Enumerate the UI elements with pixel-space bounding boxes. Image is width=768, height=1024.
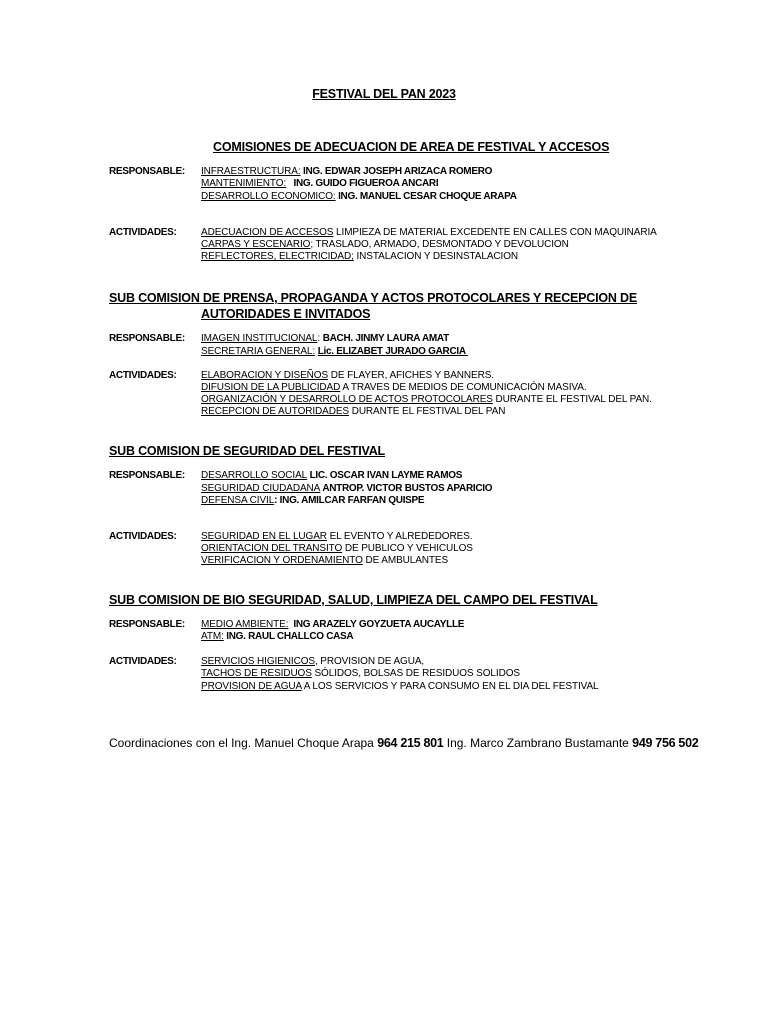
activity-item: ORIENTACION DEL TRANSITO xyxy=(201,543,343,554)
activity-item: RECEPCION DE AUTORIDADES xyxy=(201,406,350,417)
responsable-label: RESPONSABLE: xyxy=(109,470,185,481)
activity-item: CARPAS Y ESCENARIO xyxy=(201,239,311,250)
actividades-label: ACTIVIDADES: xyxy=(109,531,177,542)
actividad-line xyxy=(201,370,494,381)
actividad-line xyxy=(201,239,569,250)
phone-number: 949 756 502 xyxy=(632,736,699,750)
responsable-line xyxy=(201,166,492,177)
responsable-line xyxy=(201,631,353,642)
actividad-line xyxy=(201,668,520,679)
person-name: : ING. AMILCAR FARFAN QUISPE xyxy=(274,495,425,506)
person-name: ING ARAZELY GOYZUETA AUCAYLLE xyxy=(288,619,465,630)
actividad-line xyxy=(201,681,599,692)
responsable-line xyxy=(201,333,449,344)
person-name: ING. MANUEL CESAR CHOQUE ARAPA xyxy=(335,191,517,202)
activity-desc: EL EVENTO Y ALREDEDORES. xyxy=(326,531,473,542)
activity-item: ORGANIZACIÓN Y DESARROLLO DE ACTOS PROTOCOLARES xyxy=(201,394,493,405)
responsable-line xyxy=(201,346,468,357)
activity-item: REFLECTORES, ELECTRICIDAD; xyxy=(201,251,354,262)
activity-desc: ; TRASLADO, ARMADO, DESMONTADO Y DEVOLUCION xyxy=(310,239,569,250)
role: SEGURIDAD CIUDADANA xyxy=(201,483,321,494)
actividad-line xyxy=(201,394,652,405)
phone-number: 964 215 801 xyxy=(377,736,444,750)
role: DEFENSA CIVIL xyxy=(201,495,275,506)
activity-desc: SÓLIDOS, BOLSAS DE RESIDUOS SOLIDOS xyxy=(311,668,520,679)
role: MANTENIMIENTO: xyxy=(201,178,287,189)
actividades-label: ACTIVIDADES: xyxy=(109,656,177,667)
coordination-footer xyxy=(109,736,698,750)
activity-desc: , PROVISION DE AGUA, xyxy=(314,656,425,667)
actividad-line xyxy=(201,251,518,262)
activity-item: ADECUACION DE ACCESOS xyxy=(201,227,334,238)
activity-desc: A LOS SERVICIOS Y PARA CONSUMO EN EL DIA DEL FESTIVAL xyxy=(301,681,599,692)
responsable-label: RESPONSABLE: xyxy=(109,333,185,344)
activity-desc: LIMPIEZA DE MATERIAL EXCEDENTE EN CALLES CON MAQUINARIA xyxy=(333,227,657,238)
person-name: ING. GUIDO FIGUEROA ANCARI xyxy=(286,178,439,189)
responsable-label: RESPONSABLE: xyxy=(109,619,185,630)
footer-text: Coordinaciones con el Ing. Manuel Choque Arapa xyxy=(109,736,378,750)
role: IMAGEN INSTITUCIONAL xyxy=(201,333,318,344)
activity-desc: DURANTE EL FESTIVAL DEL PAN xyxy=(349,406,506,417)
person-name: ING. EDWAR JOSEPH ARIZACA ROMERO xyxy=(300,166,493,177)
role: INFRAESTRUCTURA: xyxy=(201,166,301,177)
activity-desc: DE AMBULANTES xyxy=(362,555,449,566)
section-title-adecuacion: COMISIONES DE ADECUACION DE AREA DE FESTIVAL Y ACCESOS xyxy=(213,140,610,154)
person-name: ANTROP. VICTOR BUSTOS APARICIO xyxy=(320,483,493,494)
person-name: Lic. ELIZABET JURADO GARCIA xyxy=(317,346,468,357)
activity-item: TACHOS DE RESIDUOS xyxy=(201,668,312,679)
document-title: FESTIVAL DEL PAN 2023 xyxy=(312,87,456,101)
role: DESARROLLO SOCIAL xyxy=(201,470,308,481)
activity-item: PROVISION DE AGUA xyxy=(201,681,302,692)
actividad-line xyxy=(201,555,448,566)
responsable-label: RESPONSABLE: xyxy=(109,166,185,177)
role: ATM: xyxy=(201,631,224,642)
section-title-prensa-cont: AUTORIDADES E INVITADOS xyxy=(201,307,371,321)
actividades-label: ACTIVIDADES: xyxy=(109,227,177,238)
section-title-prensa: SUB COMISION DE PRENSA, PROPAGANDA Y ACTOS PROTOCOLARES Y RECEPCION DE xyxy=(109,291,637,305)
activity-desc: DE PUBLICO Y VEHICULOS xyxy=(342,543,473,554)
section-title-bioseguridad: SUB COMISION DE BIO SEGURIDAD, SALUD, LIMPIEZA DEL CAMPO DEL FESTIVAL xyxy=(109,593,598,607)
responsable-line xyxy=(201,191,517,202)
actividades-label: ACTIVIDADES: xyxy=(109,370,177,381)
activity-item: DIFUSION DE LA PUBLICIDAD xyxy=(201,382,341,393)
footer-text: Ing. Marco Zambrano Bustamante xyxy=(443,736,633,750)
responsable-line xyxy=(201,178,438,189)
actividad-line xyxy=(201,656,424,667)
separator: : xyxy=(317,333,323,344)
role: MEDIO AMBIENTE: xyxy=(201,619,289,630)
responsable-line xyxy=(201,619,464,630)
activity-item: VERIFICACION Y ORDENAMIENTO xyxy=(201,555,363,566)
person-name: LIC. OSCAR IVAN LAYME RAMOS xyxy=(307,470,463,481)
activity-desc: A TRAVES DE MEDIOS DE COMUNICACIÓN MASIVA. xyxy=(340,382,587,393)
activity-item: SERVICIOS HIGIENICOS xyxy=(201,656,315,667)
section-title-seguridad: SUB COMISION DE SEGURIDAD DEL FESTIVAL xyxy=(109,444,385,458)
activity-desc: DURANTE EL FESTIVAL DEL PAN. xyxy=(492,394,652,405)
actividad-line xyxy=(201,227,657,238)
activity-desc: INSTALACION Y DESINSTALACION xyxy=(353,251,518,262)
activity-item: SEGURIDAD EN EL LUGAR xyxy=(201,531,327,542)
actividad-line xyxy=(201,406,505,417)
role: DESARROLLO ECONOMICO: xyxy=(201,191,336,202)
responsable-line xyxy=(201,470,462,481)
activity-desc: DE FLAYER, AFICHES Y BANNERS. xyxy=(328,370,494,381)
responsable-line xyxy=(201,483,492,494)
responsable-line xyxy=(201,495,424,506)
role: SECRETARIA GENERAL: xyxy=(201,346,316,357)
actividad-line xyxy=(201,382,587,393)
activity-item: ELABORACION Y DISEÑOS xyxy=(201,370,329,381)
actividad-line xyxy=(201,543,473,554)
person-name: ING. RAUL CHALLCO CASA xyxy=(223,631,354,642)
actividad-line xyxy=(201,531,472,542)
person-name: BACH. JINMY LAURA AMAT xyxy=(322,333,449,344)
